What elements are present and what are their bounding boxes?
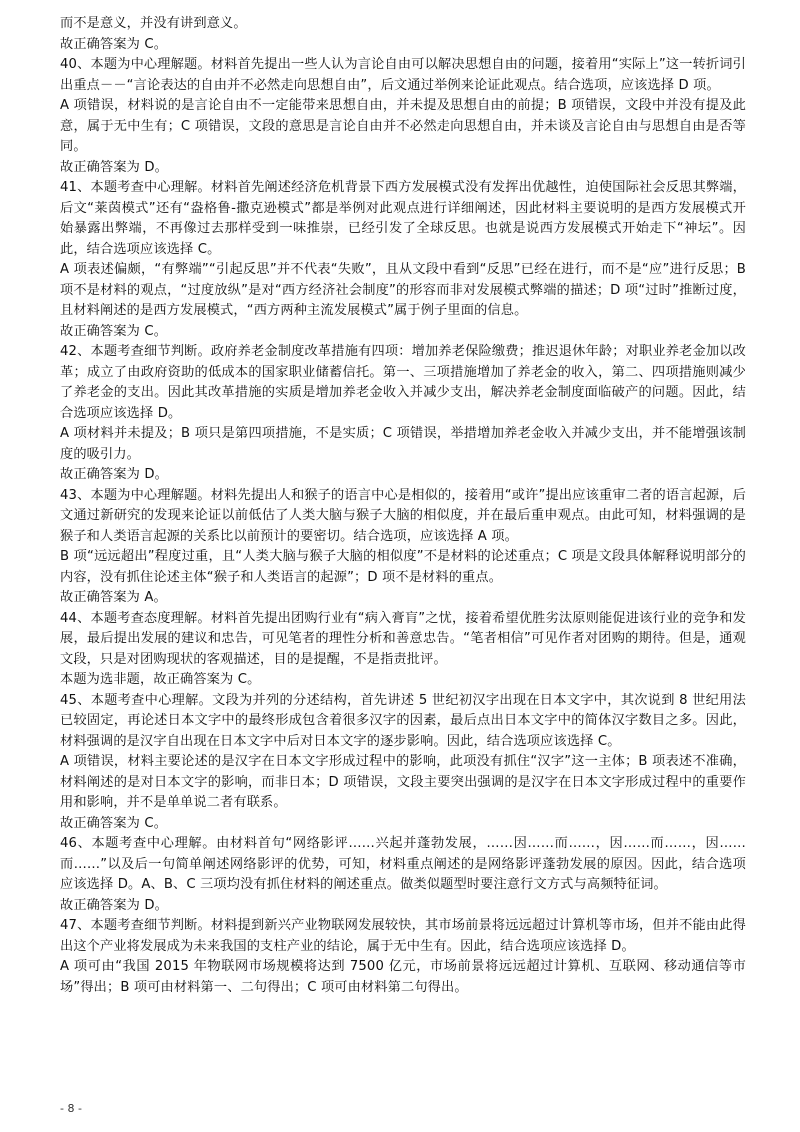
paragraph: A 项错误，材料说的是言论自由不一定能带来思想自由，并未提及思想自由的前提；B 项错误，文段中并没有提及此意，属于无中生有；C 项错误，文段的意思是言论自由并不必然走向思想自由，并未谈及言论自由与思想自由是否等同。 <box>60 98 746 154</box>
paragraph: A 项可由“我国 2015 年物联网市场规模将达到 7500 亿元，市场前景将远远超过计算机、互联网、移动通信等市场”得出；B 项可由材料第一、二句得出；C 项可由材料第二句得出。 <box>60 959 746 995</box>
paragraph: 40、本题为中心理解题。材料首先提出一些人认为言论自由可以解决思想自由的问题，接着用“实际上”这一转折词引出重点－－“言论表达的自由并不必然走向思想自由”，后文通过举例来论证此观点。结合选项，应该选择 D 项。 <box>60 57 746 93</box>
paragraph: A 项错误，材料主要论述的是汉字在日本文字形成过程中的影响，此项没有抓住“汉字”这一主体；B 项表述不准确，材料阐述的是对日本文字的影响，而非日本；D 项错误，文段主要突出强调的是汉字在日本文字形成过程中的重要作用和影响，并不是单单说二者有联系。 <box>60 754 746 810</box>
paragraph: 故正确答案为 C。 <box>60 815 168 831</box>
paragraph: 42、本题考查细节判断。政府养老金制度改革措施有四项：增加养老保险缴费；推迟退休年龄；对职业养老金加以改革；成立了由政府资助的低成本的国家职业储蓄信托。第一、三项措施增加了养老金的收入，第二、四项措施则减少了养老金的支出。因此其改革措施的实质是增加养老金收入并减少支出，解决养老金制度面临破产的问题。因此，结合选项应该选择 D。 <box>60 344 746 421</box>
paragraph: 41、本题考查中心理解。材料首先阐述经济危机背景下西方发展模式没有发挥出优越性，迫使国际社会反思其弊端，后文“莱茵模式”还有“盎格鲁-撒克逊模式”都是举例对此观点进行详细阐述，因此材料主要说明的是西方发展模式开始暴露出弊端，不再像过去那样受到一味推崇，已经引发了全球反思。也就是说西方发展模式开始走下“神坛”。因此，结合选项应该选择 C。 <box>60 180 746 257</box>
paragraph: 46、本题考查中心理解。由材料首句“网络影评……兴起并蓬勃发展，……因……而……，因……而……，因……而……”以及后一句简单阐述网络影评的优势，可知，材料重点阐述的是网络影评蓬勃发展的原因。因此，结合选项应该选择 D。A、B、C 三项均没有抓住材料的阐述重点。做类似题型时要注意行文方式与高频特征词。 <box>60 836 746 892</box>
page-number: - 8 - <box>60 1102 82 1115</box>
paragraph: 本题为选非题，故正确答案为 C。 <box>60 672 261 687</box>
paragraph: 故正确答案为 D。 <box>60 897 169 913</box>
paragraph: 故正确答案为 A。 <box>60 590 167 605</box>
answer-explanations <box>60 14 746 998</box>
paragraph: A 项材料并未提及；B 项只是第四项措施，不是实质；C 项错误，举措增加养老金收入并减少支出，并不能增强该制度的吸引力。 <box>60 426 746 462</box>
paragraph: 故正确答案为 C。 <box>60 36 168 52</box>
paragraph: 45、本题考查中心理解。文段为并列的分述结构，首先讲述 5 世纪初汉字出现在日本文字中，其次说到 8 世纪用法已较固定，再论述日本文字中的最终形成包含着很多汉字的因素，最后点出日本文字中的简体汉字数目之多。因此，材料强调的是汉字自出现在日本文字中后对日本文字的逐步影响。因此，结合选项应该选择 C。 <box>60 692 746 749</box>
paragraph: 44、本题考查态度理解。材料首先提出团购行业有“病入膏肓”之忧，接着希望优胜劣汰原则能促进该行业的竞争和发展，最后提出发展的建议和忠告，可见笔者的理性分析和善意忠告。“笔者相信”可见作者对团购的期待。但是，通观文段，只是对团购现状的客观描述，目的是提醒，不是指责批评。 <box>60 610 746 667</box>
paragraph: A 项表述偏颇，“有弊端”“引起反思”并不代表“失败”，且从文段中看到“反思”已经在进行，而不是“应”进行反思；B 项不是材料的观点，“过度放纵”是对“西方经济社会制度”的形容而非对发展模式弊端的描述；D 项“过时”推断过度，且材料阐述的是西方发展模式，“西方两种主流发展模式”属于例子里面的信息。 <box>60 262 746 318</box>
paragraph: B 项“远远超出”程度过重，且“人类大脑与猴子大脑的相似度”不是材料的论述重点；C 项是文段具体解释说明部分的内容，没有抓住论述主体“猴子和人类语言的起源”；D 项不是材料的重点。 <box>60 549 746 585</box>
paragraph: 故正确答案为 D。 <box>60 467 169 482</box>
paragraph: 47、本题考查细节判断。材料提到新兴产业物联网发展较快，其市场前景将远远超过计算机等市场，但并不能由此得出这个产业将发展成为未来我国的支柱产业的结论，属于无中生有。因此，结合选项应该选择 D。 <box>60 918 746 954</box>
paragraph: 43、本题为中心理解题。材料先提出人和猴子的语言中心是相似的，接着用“或许”提出应该重审二者的语言起源，后文通过新研究的发现来论证以前低估了人类大脑与猴子大脑的相似度，并在最后重申观点。由此可知，材料强调的是猴子和人类语言起源的关系比以前预计的要密切。结合选项，应该选择 A 项。 <box>60 487 746 544</box>
paragraph: 故正确答案为 C。 <box>60 323 168 339</box>
paragraph: 而不是意义，并没有讲到意义。 <box>60 16 247 31</box>
paragraph: 故正确答案为 D。 <box>60 159 169 175</box>
